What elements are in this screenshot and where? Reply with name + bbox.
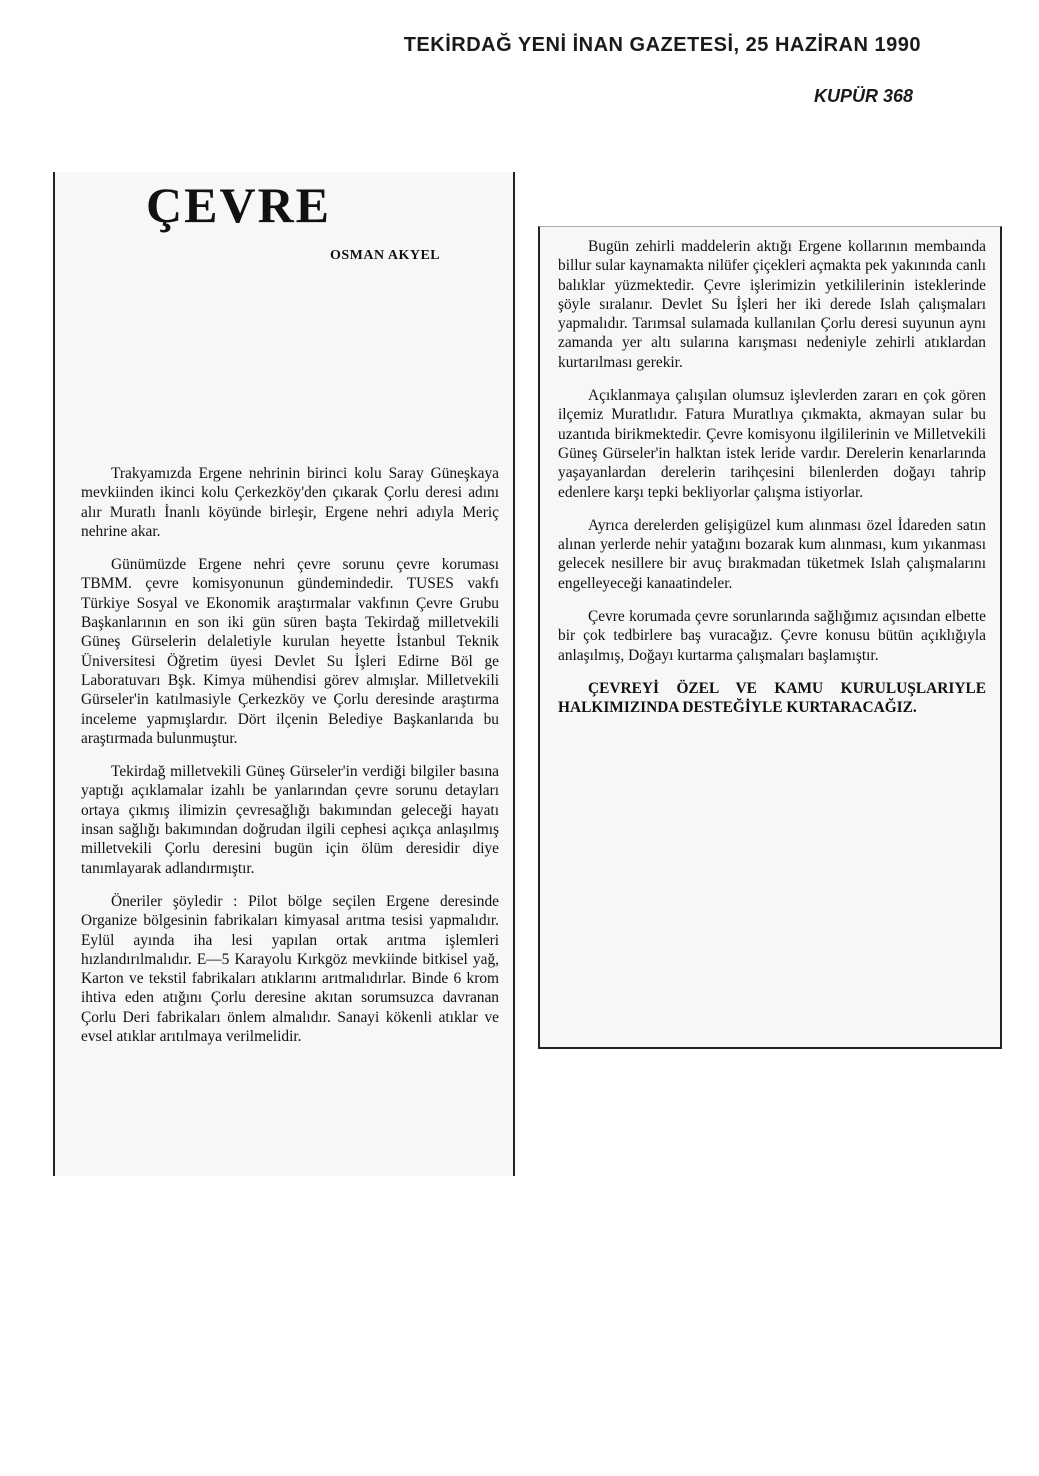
closing-statement: ÇEVREYİ ÖZEL VE KAMU KURULUŞLARIYLE HALKIMIZINDA DESTEĞİYLE KURTARACAĞIZ.: [558, 679, 986, 717]
article-author: OSMAN AKYEL: [330, 248, 441, 263]
paragraph: Açıklanmaya çalışılan olumsuz işlevlerden zararı en çok gören ilçemiz Muratlıdır. Fatura Muratlıya çıkmakta, akmayan sular bu uzantıda birikmektedir. Çevre komisyonu ilgililerinin ve Milletvekili Güneş Gürseler'in halktan istek leride vardır. Derelerin kenarlarında yaşayanlardan derelerin tarihçesini bilenlerden doğayı tahrip edenlere karşı tepki bekliyorlar çalışma istiyorlar.: [558, 387, 986, 501]
right-column-text: [558, 237, 986, 732]
paragraph: Trakyamızda Ergene nehrinin birinci kolu Saray Güneşkaya mevkiinden ikinci kolu Çerkezköy'den çıkarak Çorlu deresi adını alır Muratlı İnanlı köyünde birleşir, Ergene nehri adıyla Meriç nehrine akar.: [81, 465, 499, 540]
clipping-left-column: [53, 172, 515, 1176]
paragraph: Öneriler şöyledir : Pilot bölge seçilen Ergene deresinde Organize bölgesinin fabrikaları kimyasal arıtma tesisi yapmalıdır. Eylül ayında iha lesi yapılan ortak arıtma işlemleri hızlandırılmalıdır. E—5 Karayolu Kırkgöz mevkiinde bitkisel yağ, Karton ve tekstil fabrikaları atıklarını arıtmalıdırlar. Binde 6 krom ihtiva eden atığını Çorlu deresine akıtan sorumsuzca davranan Çorlu Deri fabrikaları önlem almalıdır. Sanayi kökenli atıklar ve evsel atıklar arıtılmaya verilmelidir.: [81, 892, 499, 1046]
clipping-number: KUPÜR 368: [813, 86, 913, 106]
paragraph: Tekirdağ milletvekili Güneş Gürseler'in verdiği bilgiler basına yaptığı açıklamalar izahlı be yanlarından çevre sorunu detayları ortaya çıkmış ilimizin çevresağlığı bakımından geleceği hayatı insan sağlığı bakımından doğrudan ilgili cephesi açıkça anlaşılmış milletvekili Çorlu deresini bugün için ölüm deresidir diye tanımlayarak adlandırmıştır.: [81, 763, 499, 877]
paragraph: Çevre korumada çevre sorunlarında sağlığımız açısından elbette bir çok tedbirlere baş vuracağız. Çevre konusu bütün açıklığıyla anlaşılmış, Doğayı kurtarma çalışmaları başlamıştır.: [558, 608, 986, 664]
article-title: ÇEVRE: [146, 177, 332, 233]
paragraph: Bugün zehirli maddelerin aktığı Ergene kollarının membaında billur sular kaynamakta nilüfer çiçekleri açmakta pek yakınında canlı balıklar yüzmektedir. Çevre işlerimizin yetkililerinin isteklerinde şöyle sıralanır. Devlet Su İşleri her iki derede Islah çalışmaları yapmalıdır. Tarımsal sulamada kullanılan Çorlu deresi suyunun aynı zamanda yer altı sularına karışması nedeniyle zehirli atıklardan kurtarılması gerekir.: [558, 238, 986, 371]
paragraph: Günümüzde Ergene nehri çevre sorunu çevre koruması TBMM. çevre komisyonunun gündemindedir. TUSES vakfı Türkiye Sosyal ve Ekonomik araştırmalar vakfının Çevre Grubu Başkanlarının en son iki gün süren başta Tekirdağ milletvekili Güneş Gürselerin delaletiyle kurulan heyette İstanbul Teknik Üniversitesi Öğretim üyesi Devlet Su İşleri Edirne Böl ge Laboratuvarı Bşk. Kimya mühendisi görev almışlar. Milletvekili Gürseler'in katılmasiyle Çerkezköy ve Çorlu deresinde araştırma inceleme yapmışlardır. Dört ilçenin Belediye Başkanlarıda bu araştırmada bulunmuştur.: [81, 556, 499, 747]
newspaper-header: TEKİRDAĞ YENİ İNAN GAZETESİ, 25 HAZİRAN 1990: [403, 34, 921, 56]
clipping-right-column: [538, 226, 1002, 1049]
paragraph: Ayrıca derelerden gelişigüzel kum alınması özel İdareden satın alınan yerlerde nehir yatağını bozarak kum alınması, kum yıkanması gelecek nesillere bir avuç bırakmadan tüketmek Islah çalışmalarını engelleyeceği kanaatindeler.: [558, 516, 986, 592]
left-column-text: [81, 464, 499, 1060]
